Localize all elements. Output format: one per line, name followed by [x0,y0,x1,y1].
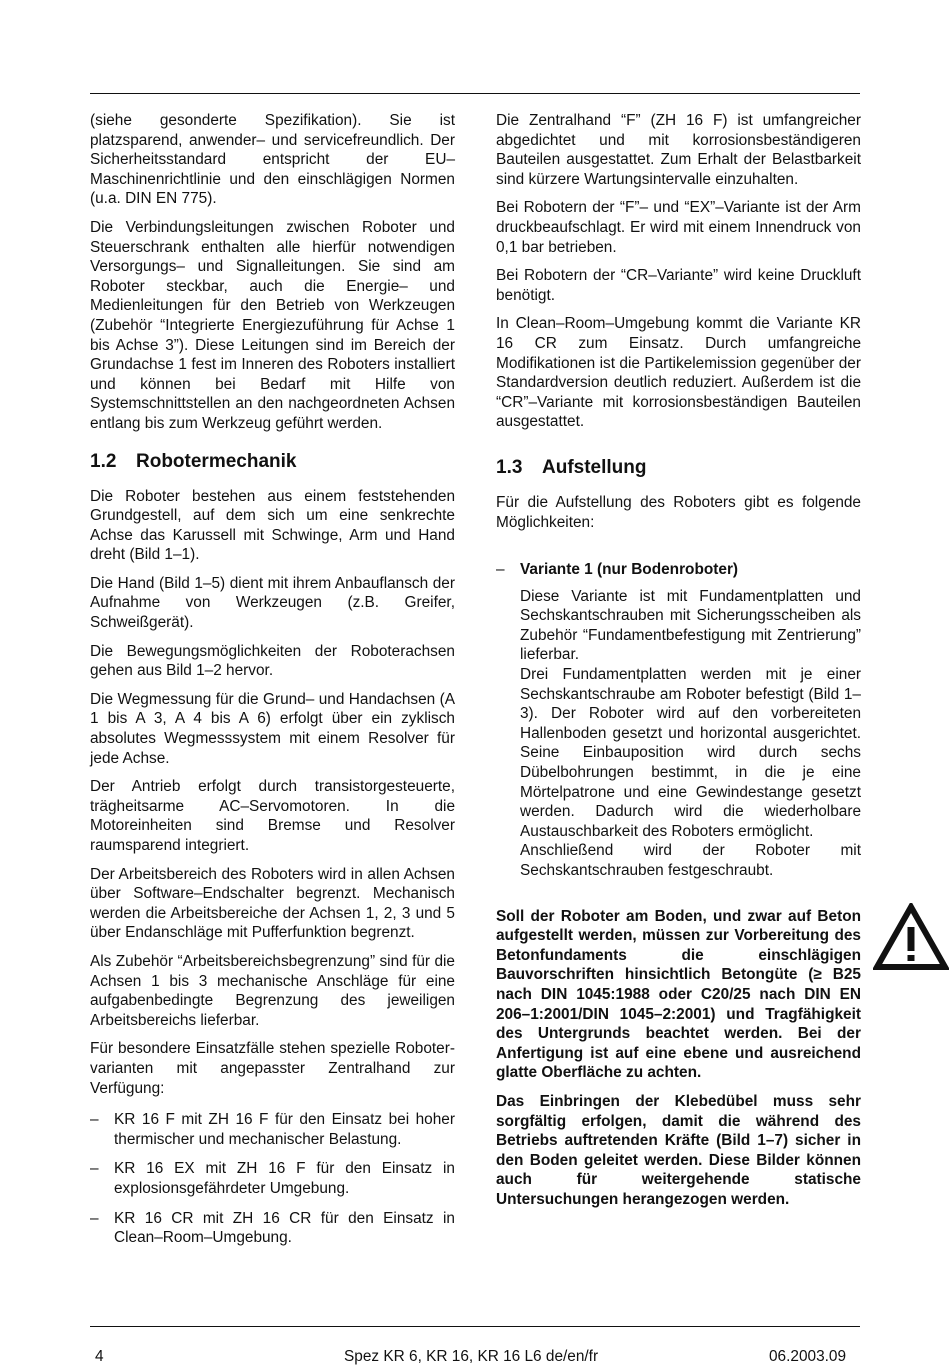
document-title: Spez KR 6, KR 16, KR 16 L6 de/en/fr [344,1348,599,1365]
right-column [496,111,861,1219]
paragraph: Die Roboter bestehen aus einem feststehenden Grundgestell, auf dem sich um eine senkrechte Achse das Karussell mit Schwinge, Arm und Hand dreht (Bild 1–1). [90,487,455,564]
section-title: Robotermechanik [136,450,297,472]
list-dash: – [90,1160,99,1178]
paragraph: Die Verbindungsleitungen zwischen Roboter und Steuerschrank enthalten alle hierfür notwendigen Versorgungs– und Signalleitungen. Sie sind am Roboter steckbar, auch die Energie– und Medienleitungen für den Betrieb von Werkzeugen (Zubehör “Integrierte Energiezuführung für Achse 1 bis Achse 3”). Diese Leitungen sind im Bereich der Grundachse 1 fest im Inneren des Roboters installiert und können bei Bedarf mit Hilfe von Systemschnittstellen an den nachgeordneten Achsen entlang bis zum Werkzeug geführt werden. [90,218,455,432]
variant-heading [496,560,861,580]
paragraph: Der Antrieb erfolgt durch transistorgesteuerte, trägheitsarme AC–Servomotoren. In die Motoreinheiten sind Bremse und Resolver raumsparend integriert. [90,778,455,854]
header-rule [90,93,860,94]
section-heading-robotermechanik [90,450,455,474]
variant-title: Variante 1 (nur Bodenroboter) [520,561,739,579]
paragraph: Bei Robotern der “F”– und “EX”–Variante ist der Arm druckbeaufschlagt. Er wird mit einem Innendruck von 0,1 bar betrieben. [496,199,861,256]
warning-paragraph: Soll der Roboter am Boden, und zwar auf Beton aufgestellt werden, müssen zur Vorbereitung des Betonfundaments die einschlägigen Bauvorschriften hinsichtlich Betongüte (≥ B25 nach DIN 1045:1988 oder C20/25 nach DIN EN 206–1:2001/DIN 1045–2:2001) und Tragfähigkeit des Untergrunds beachtet werden. Bei der Anfertigung ist auf eine ebene und ausreichend glatte Oberfläche zu achten. [496,907,861,1082]
paragraph: Die Hand (Bild 1–5) dient mit ihrem Anbauflansch der Aufnahme von Werkzeugen (z.B. Greifer, Schweißgerät). [90,574,455,632]
list-dash: – [496,561,505,579]
warning-paragraph: Das Einbringen der Klebedübel muss sehr sorgfältig erfolgen, damit die während des Betriebs auftretenden Kräfte (Bild 1–7) sicher in den Boden geleitet werden. Diese Bilder können auch für weitergehende statische Untersuchungen herangezogen werden. [496,1092,861,1208]
paragraph: Die Zentralhand “F” (ZH 16 F) ist umfangreicher abgedichtet und mit korrosionsbeständigeren Bauteilen ausgestattet. Zum Erhalt der Belastbarkeit sind kürzere Wartungsintervalle einzuhalten. [496,112,861,188]
section-title: Aufstellung [542,456,647,478]
list-item-text: KR 16 EX mit ZH 16 F für den Einsatz in explosionsgefährdeter Umgebung. [114,1160,455,1197]
document-date: 06.2003.09 [769,1348,847,1365]
paragraph: Für die Aufstellung des Roboters gibt es folgende Möglichkeiten: [496,493,861,531]
paragraph: Als Zubehör “Arbeitsbereichsbegrenzung” sind für die Achsen 1 bis 3 mechanische Anschläge für eine aufgabenbedingte Begrenzung des jeweiligen Arbeitsbereichs lieferbar. [90,952,455,1029]
paragraph: In Clean–Room–Umgebung kommt die Variante KR 16 CR zum Einsatz. Durch umfangreiche Modifikationen ist die Partikelemission gegenüber der Standardversion deutlich reduziert. Außerdem ist die “CR”–Variante mit korrosionsbeständigen Bauteilen ausgestattet. [496,315,861,431]
paragraph: Bei Robotern der “CR–Variante” wird keine Druckluft benötigt. [496,267,861,304]
variant-text: Drei Fundamentplatten werden mit je einer Sechskantschraube am Roboter befestigt (Bild 1–3). Der Roboter wird auf den vorbereiteten Hallenboden gesetzt und horizontal ausgerichtet. Seine Einbauposition wird durch sechs Dübelbohrungen bestimmt, in die je eine Mörtelpatrone und eine Gewindestange gesetzt werden. Dadurch wird die wiederholbare Austauschbarkeit des Roboters ermöglicht. [520,666,861,840]
list-item-text: KR 16 F mit ZH 16 F für den Einsatz bei hoher thermischer und mechanischer Belastung. [114,1111,455,1148]
variant-text: Anschließend wird der Roboter mit Sechskantschrauben festgeschraubt. [520,842,861,879]
paragraph: Die Wegmessung für die Grund– und Handachsen (A 1 bis A 3, A 4 bis A 6) erfolgt über ein zyklisch absolutes Wegmesssystem mit einem Resolver für jede Achse. [90,690,455,767]
list-item [90,1159,455,1198]
paragraph: Die Bewegungsmöglichkeiten der Roboterachsen gehen aus Bild 1–2 hervor. [90,642,455,680]
page-number: 4 [95,1348,104,1365]
section-number: 1.2 [90,450,117,472]
variant-description [496,587,861,881]
list-item [90,1209,455,1248]
paragraph: (siehe gesonderte Spezifikation). Sie ist platzsparend, anwender– und servicefreundlich. Der Sicherheitsstandard entspricht der EU–Maschinenrichtlinie und den einschlägigen Normen (u.a. DIN EN 775). [90,112,455,208]
paragraph: Für besondere Einsatzfälle stehen spezielle Robotervarianten mit angepasster Zentralhand zur Verfügung: [90,1040,455,1097]
warning-triangle-icon [873,903,949,971]
list-dash: – [90,1209,99,1227]
list-item-text: KR 16 CR mit ZH 16 CR für den Einsatz in Clean–Room–Umgebung. [114,1209,455,1247]
left-column [90,111,455,1258]
list-dash: – [90,1111,99,1129]
section-heading-aufstellung [496,456,861,480]
paragraph: Der Arbeitsbereich des Roboters wird in allen Achsen über Software–Endschalter begrenzt. Mechanisch werden die Arbeitsbereiche der Achsen 1, 2, 3 und 5 über Endanschläge mit Pufferfunktion begrenzt. [90,865,455,942]
warning-block [496,907,861,1210]
list-item [90,1110,455,1149]
variant-text: Diese Variante ist mit Fundamentplatten und Sechskantschrauben mit Sicherungsscheiben als Zubehör “Fundamentbefestigung mit Zentrierung” lieferbar. [520,587,861,664]
footer-rule [90,1326,860,1327]
section-number: 1.3 [496,456,523,478]
